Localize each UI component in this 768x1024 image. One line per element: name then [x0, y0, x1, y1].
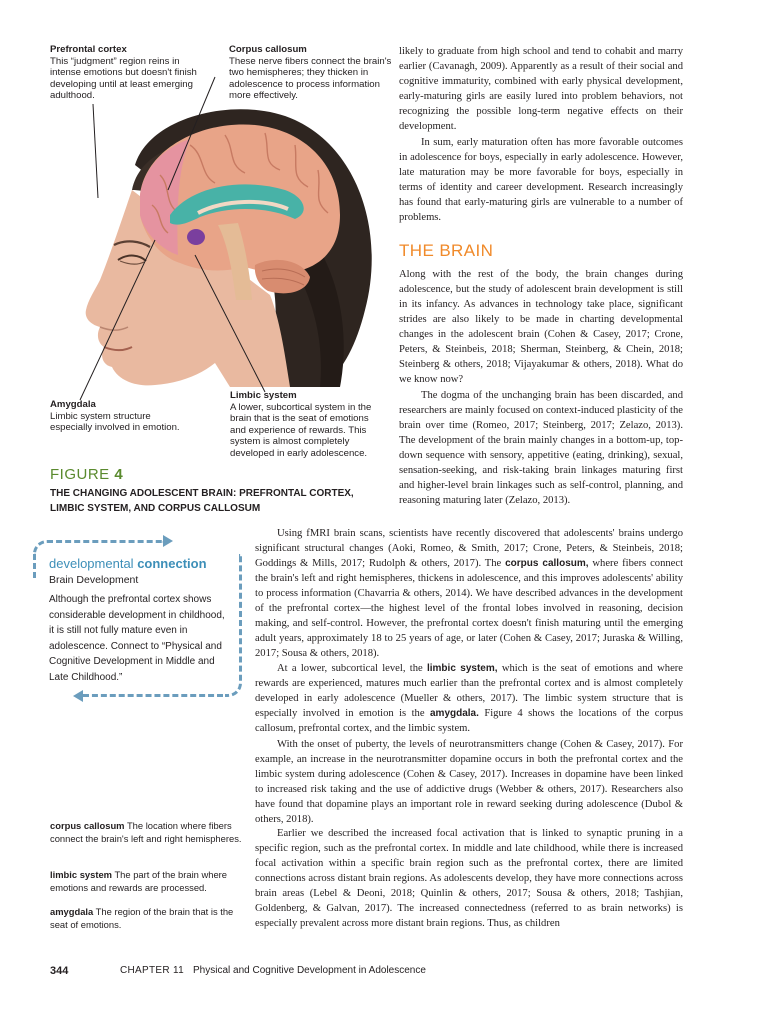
- developmental-connection-box: [33, 540, 239, 690]
- body-paragraph: Earlier we described the increased focal activation that is linked to synaptic pruning in a specific region, such as the prefrontal cortex. In middle and late childhood, while there is increased focal activation within a specific brain region such as the prefrontal cortex, there are limited connections across distant brain regions. As adolescents develop, they have more connections across brain areas (Lebel & Deoni, 2018; Quinlin & others, 2017; Sousa & others, 2018; Tashjian, Goldenberg, & Galvan, 2017). The increased connectedness (referred to as brain networks) is especially prevalent across more distant brain regions. Thus, as children: [255, 828, 683, 929]
- dev-connection-heading: [49, 556, 207, 571]
- glossary-item: [50, 869, 242, 895]
- chapter-title: Physical and Cognitive Development in Adolescence: [193, 965, 426, 976]
- figure-number-value: 4: [114, 466, 124, 483]
- page-number: 344: [50, 965, 69, 977]
- label-amygdala: [50, 399, 190, 434]
- dev-connection-text: Although the prefrontal cortex shows considerable development in childhood, it is still not fully mature even in adolescence. Connect to “Physical and Cognitive Development in Middle and Late Childhood.”: [49, 594, 225, 683]
- label-prefrontal-title: Prefrontal cortex: [50, 44, 127, 55]
- body-paragraph: With the onset of puberty, the levels of neurotransmitters change (Cohen & Casey, 2017). For example, an increase in the neurotransmitter dopamine occurs in both the prefrontal cortex and the limbic system during adolescence (Cohen & Casey, 2017). Increases in dopamine have been linked to increased risk taking and the use of addictive drugs (Webber & others, 2017). Researchers also have found that dopamine plays an important role in reward seeking during adolescence (Dubol & others, 2018).: [255, 739, 683, 825]
- body-paragraph: [255, 526, 683, 661]
- dashed-border-top: [33, 540, 166, 557]
- label-corpus-callosum: [229, 44, 394, 102]
- glossary-term: corpus callosum: [50, 820, 125, 831]
- label-amygdala-text: Limbic system structure especially involved in emotion.: [50, 410, 180, 433]
- arrow-left-icon: [73, 690, 83, 702]
- figure-prefix: FIGURE: [50, 466, 110, 483]
- body-paragraph: Along with the rest of the body, the brain changes during adolescence, but the study of adolescent brain development is still in its infancy. As advances in technology take place, significant strides are also likely to be made in charting developmental changes in the adolescent brain (Cohen & Casey, 2017; Crone, Peters, & Steinbeis, 2018; Sherman, Steinberg, & Chein, 2018; Steinberg & others, 2018; Vijayakumar & others, 2018). What do we know now?: [399, 269, 683, 385]
- key-term: limbic system,: [426, 663, 498, 674]
- key-term: amygdala.: [429, 708, 479, 719]
- label-amygdala-title: Amygdala: [50, 399, 96, 410]
- text-run: where fibers connect the brain's left and right hemispheres, thickens in adolescence, and this improves adolescents' ability to process information (Chavarria & others, 2014). We have described advances in the development of the prefrontal cortex—the highest level of the frontal lobes involved in reasoning, decision making, and self-control. However, the prefrontal cortex doesn't finish maturing until the emerging adult years, approximately 18 to 25 years of age, or later (Cohen & Casey, 2017; Juraska & Willing, 2017; Sousa & others, 2018).: [255, 558, 684, 659]
- body-paragraph: In sum, early maturation often has more favorable outcomes in adolescence for boys, especially in early adolescence. However, late maturation may be more favorable for boys, especially in terms of identity and career development. Research increasingly has found that early-maturing girls are vulnerable to a number of problems.: [399, 137, 683, 223]
- figure-caption: THE CHANGING ADOLESCENT BRAIN: PREFRONTAL CORTEX, LIMBIC SYSTEM, AND CORPUS CALLOSUM: [50, 488, 354, 514]
- glossary-item: [50, 820, 242, 846]
- figure-number: [50, 466, 123, 483]
- label-prefrontal-cortex: [50, 44, 210, 102]
- glossary-def: The part of the brain where emotions and rewards are processed.: [50, 869, 228, 893]
- key-term: corpus callosum,: [505, 558, 589, 569]
- chapter-label: CHAPTER 11: [120, 965, 184, 976]
- glossary-def: The region of the brain that is the seat of emotions.: [50, 906, 234, 930]
- label-corpus-title: Corpus callosum: [229, 44, 307, 55]
- body-paragraph: The dogma of the unchanging brain has been discarded, and researchers are mainly focused on context-induced plasticity of the brain over time (Romeo, 2017; Steinberg, 2017; Zelazo, 2013). The development of the brain mainly changes in a bottom-up, top-down sequence with sensory, appetitive (eating, drinking), sexual, sensation-seeking, and risk-taking brain linkages maturing first and higher-level brain linkages such as self-control, planning, and reasoning maturing later (Zelazo, 2013).: [399, 390, 683, 506]
- glossary-term: limbic system: [50, 869, 113, 880]
- label-corpus-text: These nerve fibers connect the brain's two hemispheres; they thicken in adolescence to process information more effectively.: [229, 55, 392, 101]
- label-limbic-title: Limbic system: [230, 390, 297, 401]
- glossary-def: The location where fibers connect the brain's left and right hemispheres.: [50, 820, 242, 844]
- dev-connection-subtitle: Brain Development: [49, 574, 139, 586]
- text-run: Figure 4 shows the locations of the corpus callosum, prefrontal cortex, and the limbic system.: [255, 708, 683, 734]
- arrow-right-icon: [163, 535, 173, 547]
- text-run: At a lower, subcortical level, the: [277, 663, 427, 674]
- text-run: Using fMRI brain scans, scientists have recently discovered that adolescents' brains undergo significant structural changes (Aoki, Romeo, & Smith, 2017; Crone, Peters, & Steinbeis, 2018; Goddings & Mills, 2017; Rudolph & others, 2017). The: [255, 528, 683, 569]
- body-paragraph: [255, 661, 683, 736]
- dev-heading-b: connection: [137, 556, 207, 571]
- text-run: which is the seat of emotions and where rewards are experienced, matures much earlier than the prefrontal cortex and is almost completely developed in early adolescence (Mueller & others, 2017). The limbic system structure that is especially involved in emotion is the: [255, 663, 684, 719]
- dev-heading-a: developmental: [49, 556, 134, 571]
- section-heading: THE BRAIN: [399, 241, 494, 260]
- label-limbic-text: A lower, subcortical system in the brain that is the seat of emotions and experience of rewards. This system is almost completely developed in early adolescence.: [230, 401, 372, 459]
- glossary-item: [50, 906, 242, 932]
- label-prefrontal-text: This “judgment” region reins in intense emotions but doesn't finish developing until at least emerging adulthood.: [50, 55, 197, 101]
- dashed-border-left: [33, 554, 36, 578]
- glossary-term: amygdala: [50, 906, 94, 917]
- dashed-border-bottom: [83, 694, 223, 697]
- label-limbic-system: [230, 390, 376, 459]
- body-paragraph: likely to graduate from high school and tend to cohabit and marry earlier (Cavanagh, 2009). Apparently as a result of their social and cognitive immaturity, combined with early physical development, early-maturing girls are easily lured into problem behaviors, not recognizing the possible long-term negative effects on their development.: [399, 46, 683, 132]
